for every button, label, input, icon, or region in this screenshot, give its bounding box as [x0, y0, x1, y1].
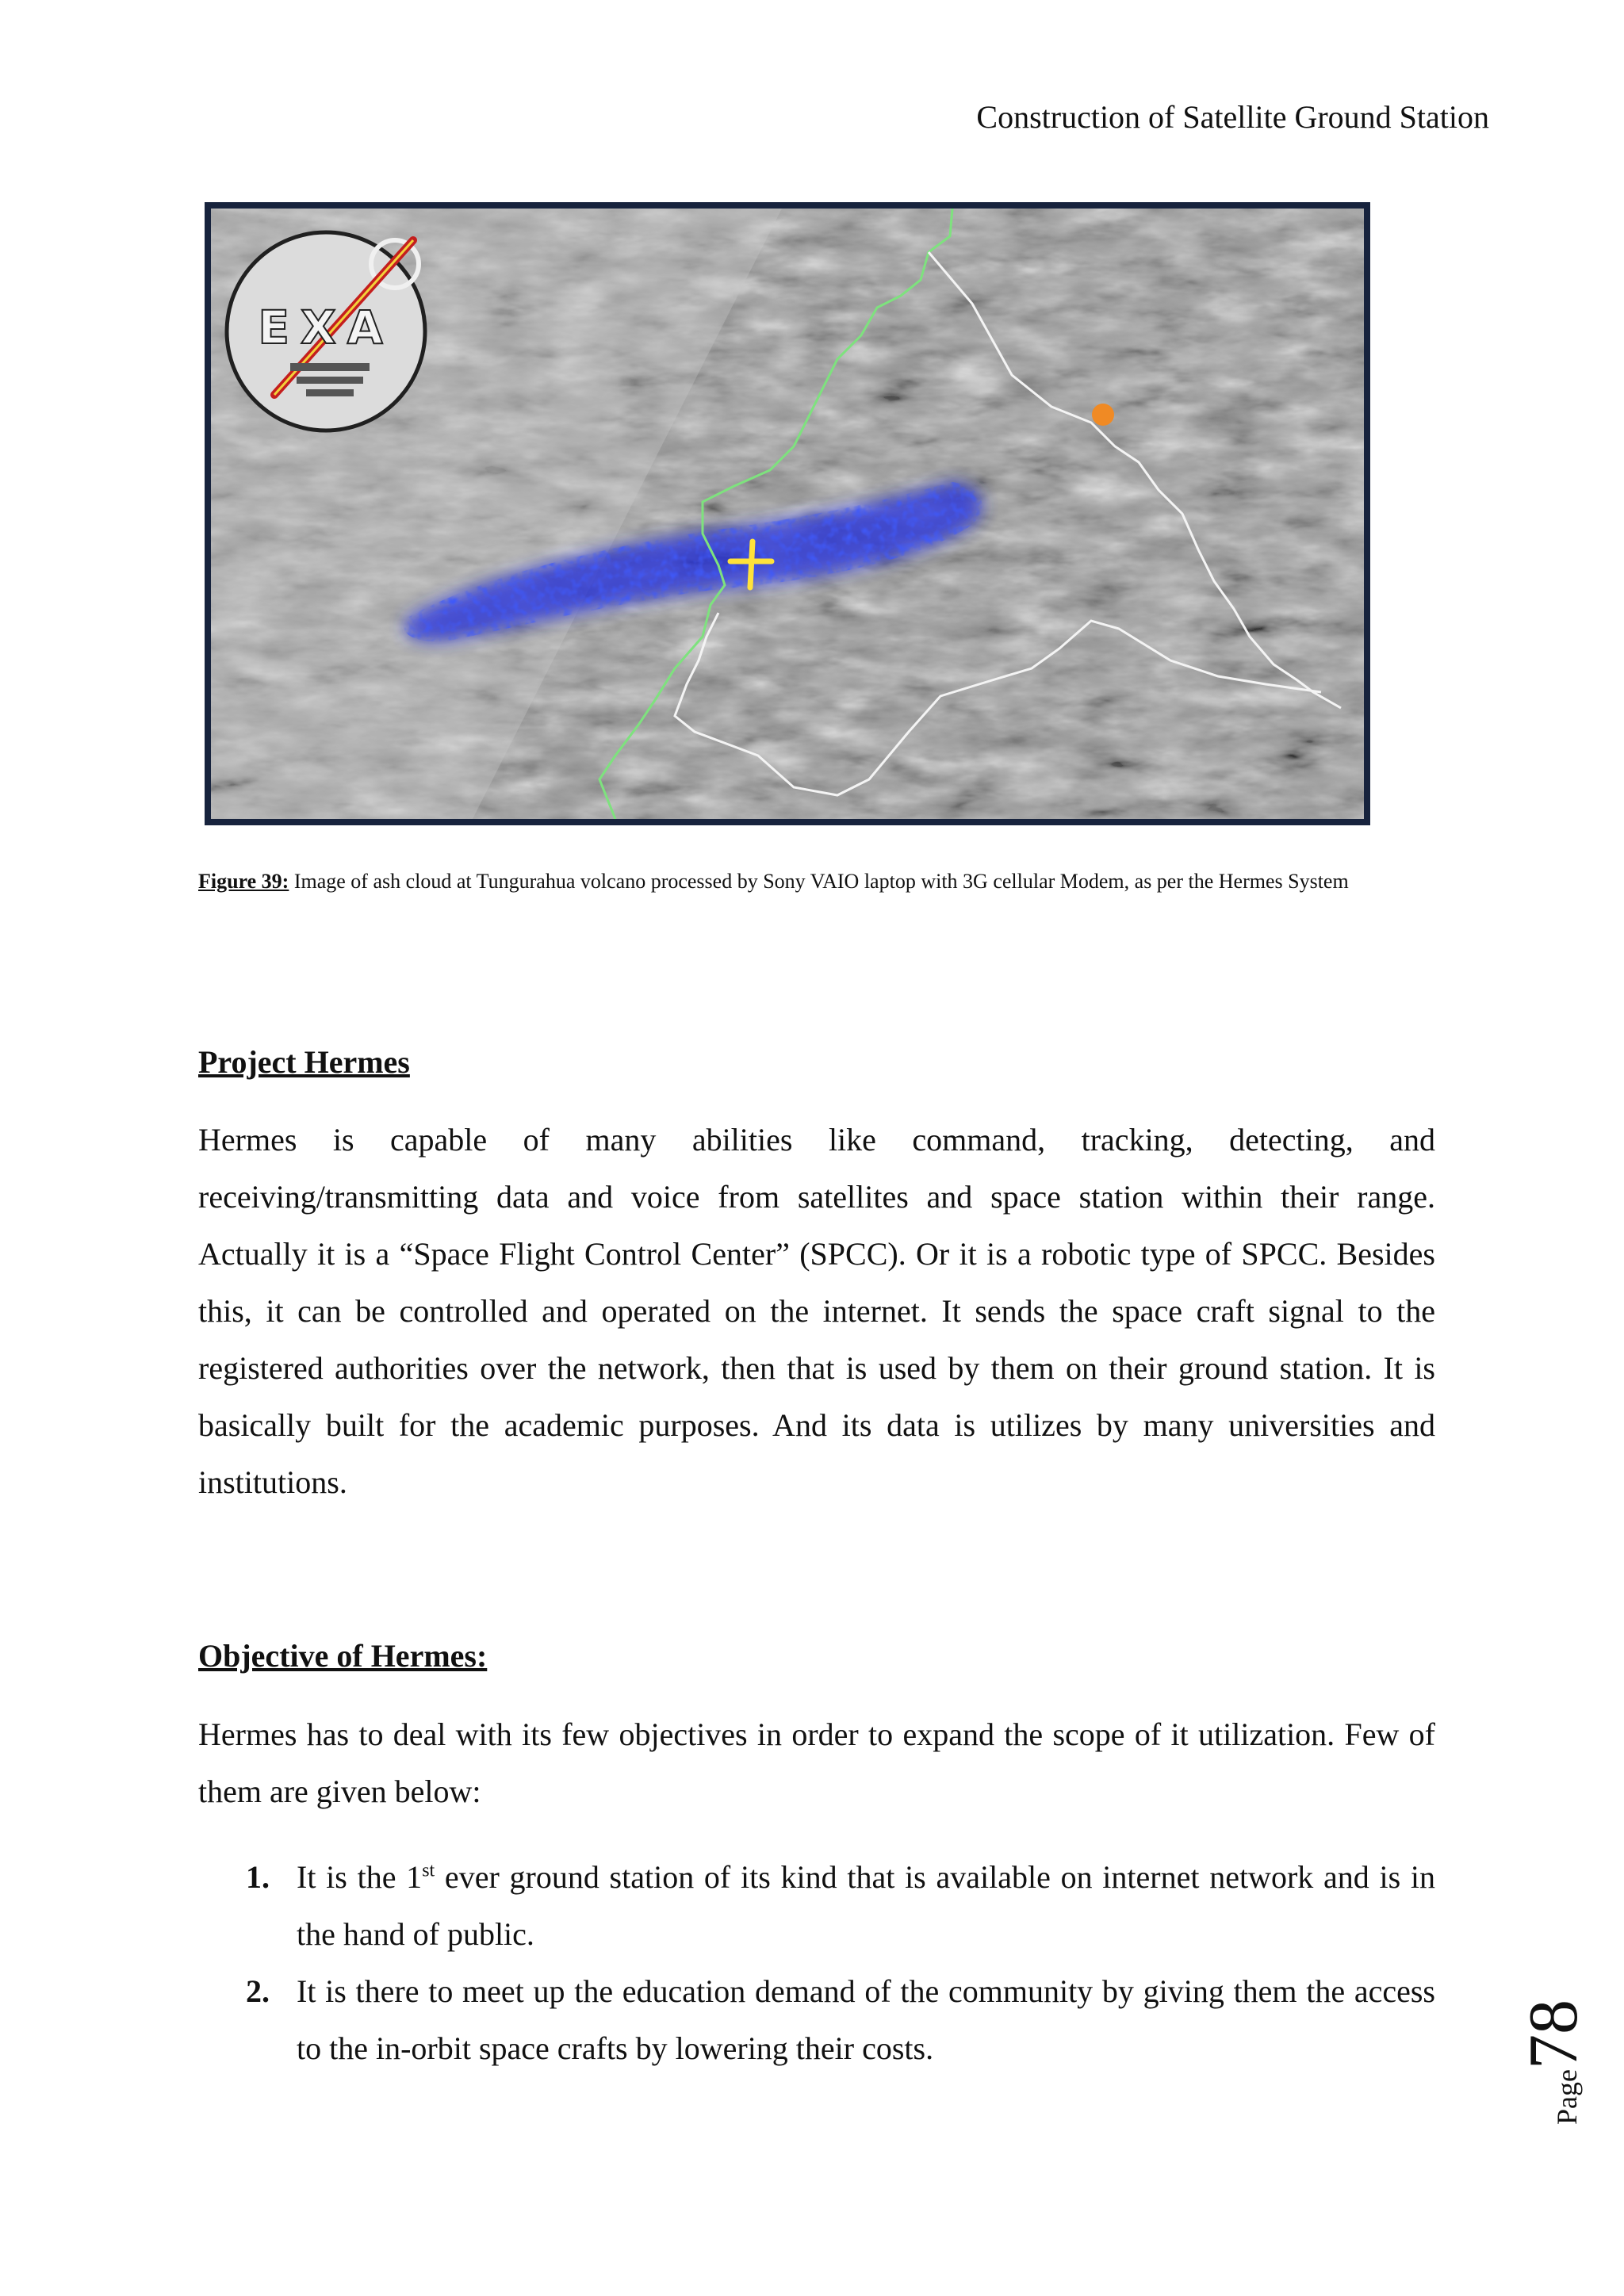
list-item-number: 2.: [246, 1973, 270, 2009]
paragraph-objectives-intro: Hermes has to deal with its few objectives in order to expand the scope of it utilization. Few of them are given below:: [198, 1716, 1435, 1809]
page-word: Page: [1551, 2069, 1583, 2125]
satellite-image: [211, 209, 1364, 819]
figure-caption-text: Image of ash cloud at Tungurahua volcano processed by Sony VAIO laptop with 3G cellular Modem, as per the Hermes System: [289, 870, 1349, 893]
volcano-marker: [1092, 404, 1114, 426]
figure-caption: [198, 867, 1435, 896]
heading-objective-of-hermes: Objective of Hermes:: [198, 1638, 488, 1674]
ash-cloud-figure: [205, 202, 1370, 825]
running-header: Construction of Satellite Ground Station: [976, 99, 1489, 135]
paragraph-project-hermes: Hermes is capable of many abilities like command, tracking, detecting, and receiving/transmitting data and voice from satellites and space station within their range. Actually it is a “Space Flight Control Center” (SPCC). Or it is a robotic type of SPCC. Besides this, it can be controlled and operated on the internet. It sends the space craft signal to the registered authorities over the network, then that is used by them on their ground station. It is basically built for the academic purposes. And its data is utilizes by many universities and institutions.: [198, 1122, 1435, 1500]
list-item: 2. It is there to meet up the education demand of the community by giving them the access to the in-orbit space crafts by lowering their costs.: [198, 1963, 1435, 2077]
heading-project-hermes: Project Hermes: [198, 1044, 410, 1080]
ordinal-superscript: st: [422, 1860, 435, 1881]
page-digits: 78: [1515, 1999, 1592, 2070]
list-item-number: 1.: [246, 1859, 270, 1895]
objectives-list: [198, 1849, 1435, 2077]
logo-text: EXA: [258, 300, 394, 354]
exa-logo: [227, 232, 425, 430]
list-item: 1. It is the 1st ever ground station of its kind that is available on internet network and is in the hand of public.: [198, 1849, 1435, 1963]
figure-caption-label: Figure 39:: [198, 870, 289, 893]
